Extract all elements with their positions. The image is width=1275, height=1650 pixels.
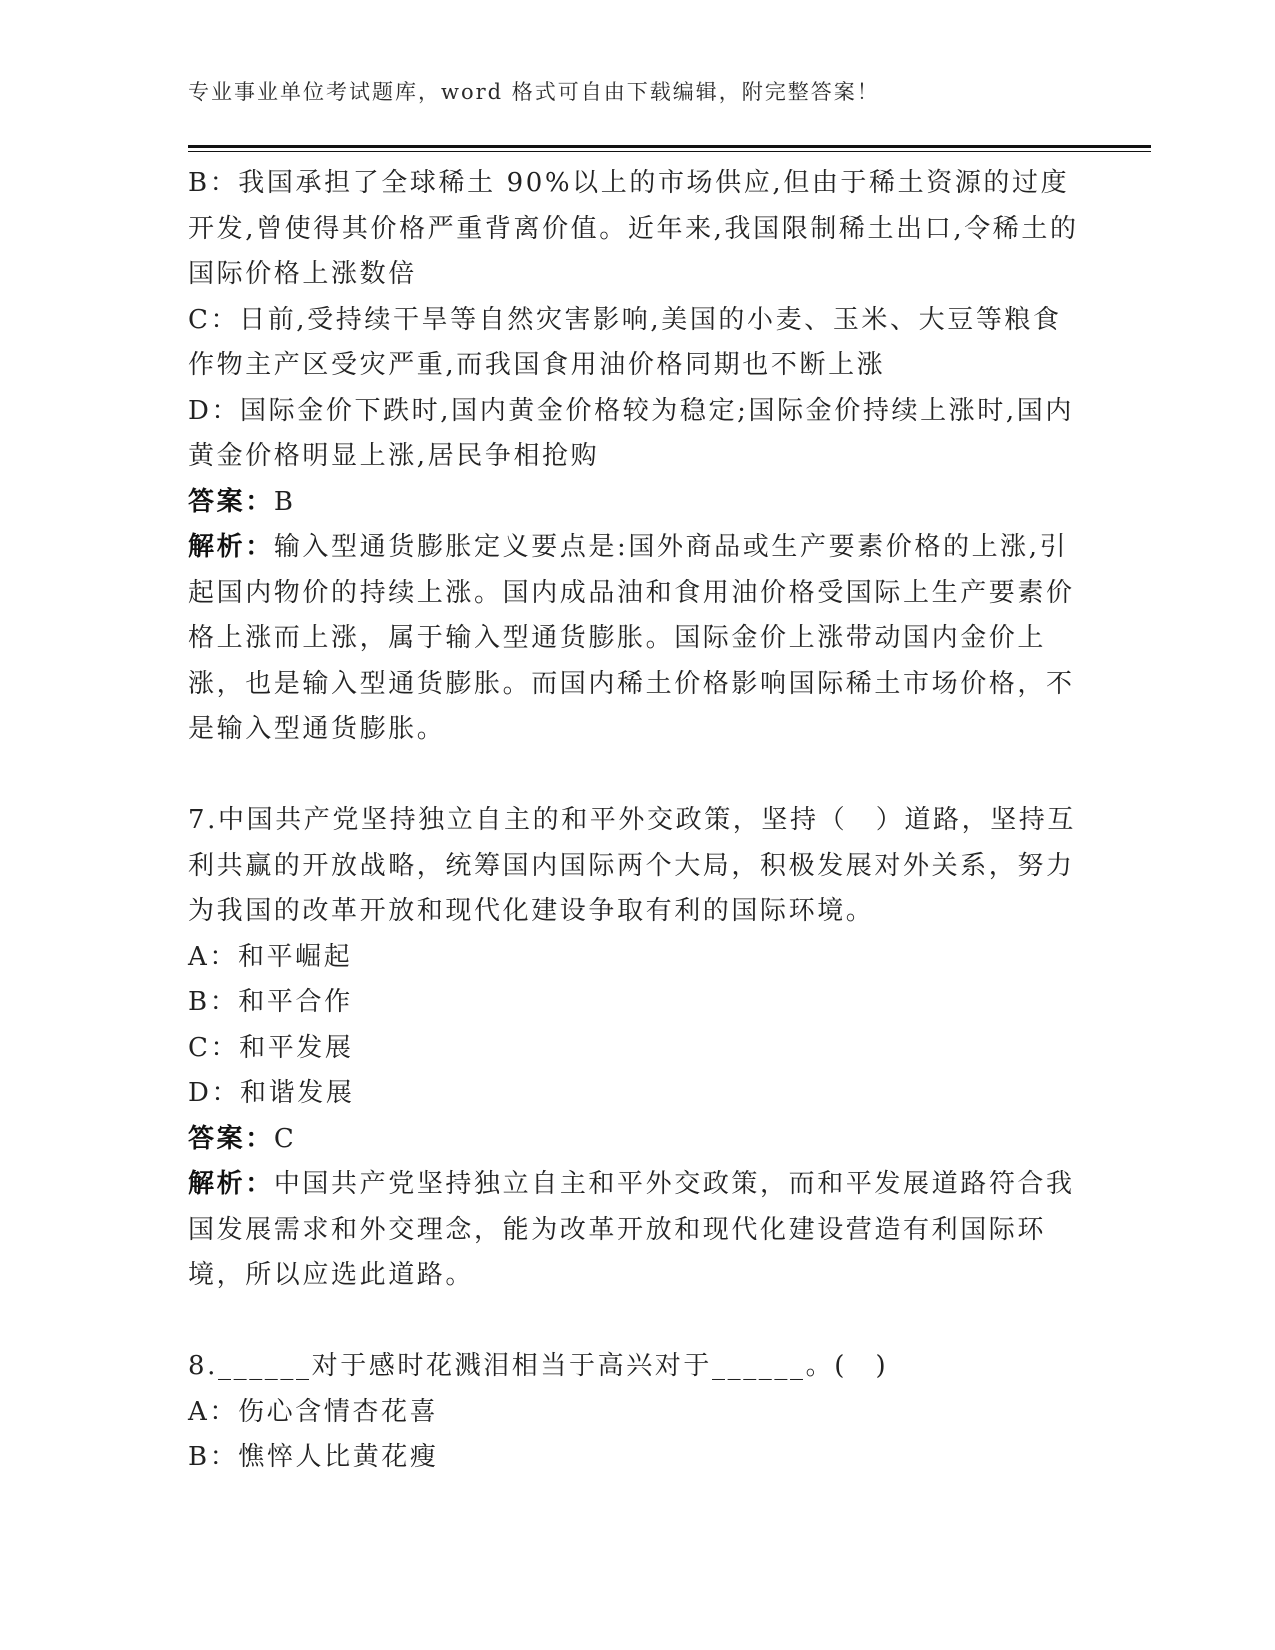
answer-label: 答案： xyxy=(188,486,274,517)
analysis-label: 解析： xyxy=(188,532,274,562)
spacer xyxy=(188,1299,1088,1345)
answer-value: C xyxy=(273,1123,297,1154)
q8-option-b: B：憔悴人比黄花瘦 xyxy=(188,1442,439,1472)
q8-option-a: A：伤心含情杏花喜 xyxy=(188,1396,439,1427)
spacer xyxy=(188,753,1088,799)
q6-option-b: B：我国承担了全球稀土 90%以上的市场供应,但由于稀土资源的过度开发,曾使得其价格严重背离价值。近年来,我国限制稀土出口,令稀土的国际价格上涨数倍 xyxy=(188,168,1079,289)
q7-question: 7.中国共产党坚持独立自主的和平外交政策，坚持（ ）道路，坚持互利共赢的开放战略，统筹国内国际两个大局，积极发展对外关系，努力为我国的改革开放和现代化建设争取有利的国际环境。 xyxy=(188,805,1077,926)
document-body xyxy=(188,161,1088,1481)
answer-value: B xyxy=(273,486,296,517)
analysis-text: 中国共产党坚持独立自主和平外交政策，而和平发展道路符合我国发展需求和外交理念，能为改革开放和现代化建设营造有利国际环境，所以应选此道路。 xyxy=(188,1169,1075,1290)
header-rule-thin xyxy=(188,151,1151,152)
q6-analysis xyxy=(188,525,1088,753)
q7-option-d: D：和谐发展 xyxy=(188,1078,355,1108)
analysis-label: 解析： xyxy=(188,1169,274,1199)
q6-answer xyxy=(188,480,1088,526)
answer-label: 答案： xyxy=(188,1123,274,1154)
header-rule-thick xyxy=(188,145,1151,148)
q6-option-d: D：国际金价下跌时,国内黄金价格较为稳定;国际金价持续上涨时,国内黄金价格明显上涨,居民争相抢购 xyxy=(188,395,1074,471)
q7-option-c: C：和平发展 xyxy=(188,1032,354,1063)
q7-option-b: B：和平合作 xyxy=(188,987,353,1017)
page-header: 专业事业单位考试题库，word 格式可自由下载编辑，附完整答案！ xyxy=(188,80,880,104)
analysis-text: 输入型通货膨胀定义要点是:国外商品或生产要素价格的上涨,引起国内物价的持续上涨。国内成品油和食用油价格受国际上生产要素价格上涨而上涨，属于输入型通货膨胀。国际金价上涨带动国内金价上涨，也是输入型通货膨胀。而国内稀土价格影响国际稀土市场价格，不是输入型通货膨胀。 xyxy=(188,532,1075,744)
q6-option-c: C：日前,受持续干旱等自然灾害影响,美国的小麦、玉米、大豆等粮食作物主产区受灾严重,而我国食用油价格同期也不断上涨 xyxy=(188,304,1062,380)
q7-answer xyxy=(188,1117,1088,1163)
q8-question: 8.______对于感时花溅泪相当于高兴对于______。( ) xyxy=(188,1351,889,1381)
q7-analysis xyxy=(188,1162,1088,1299)
q7-option-a: A：和平崛起 xyxy=(188,941,353,972)
